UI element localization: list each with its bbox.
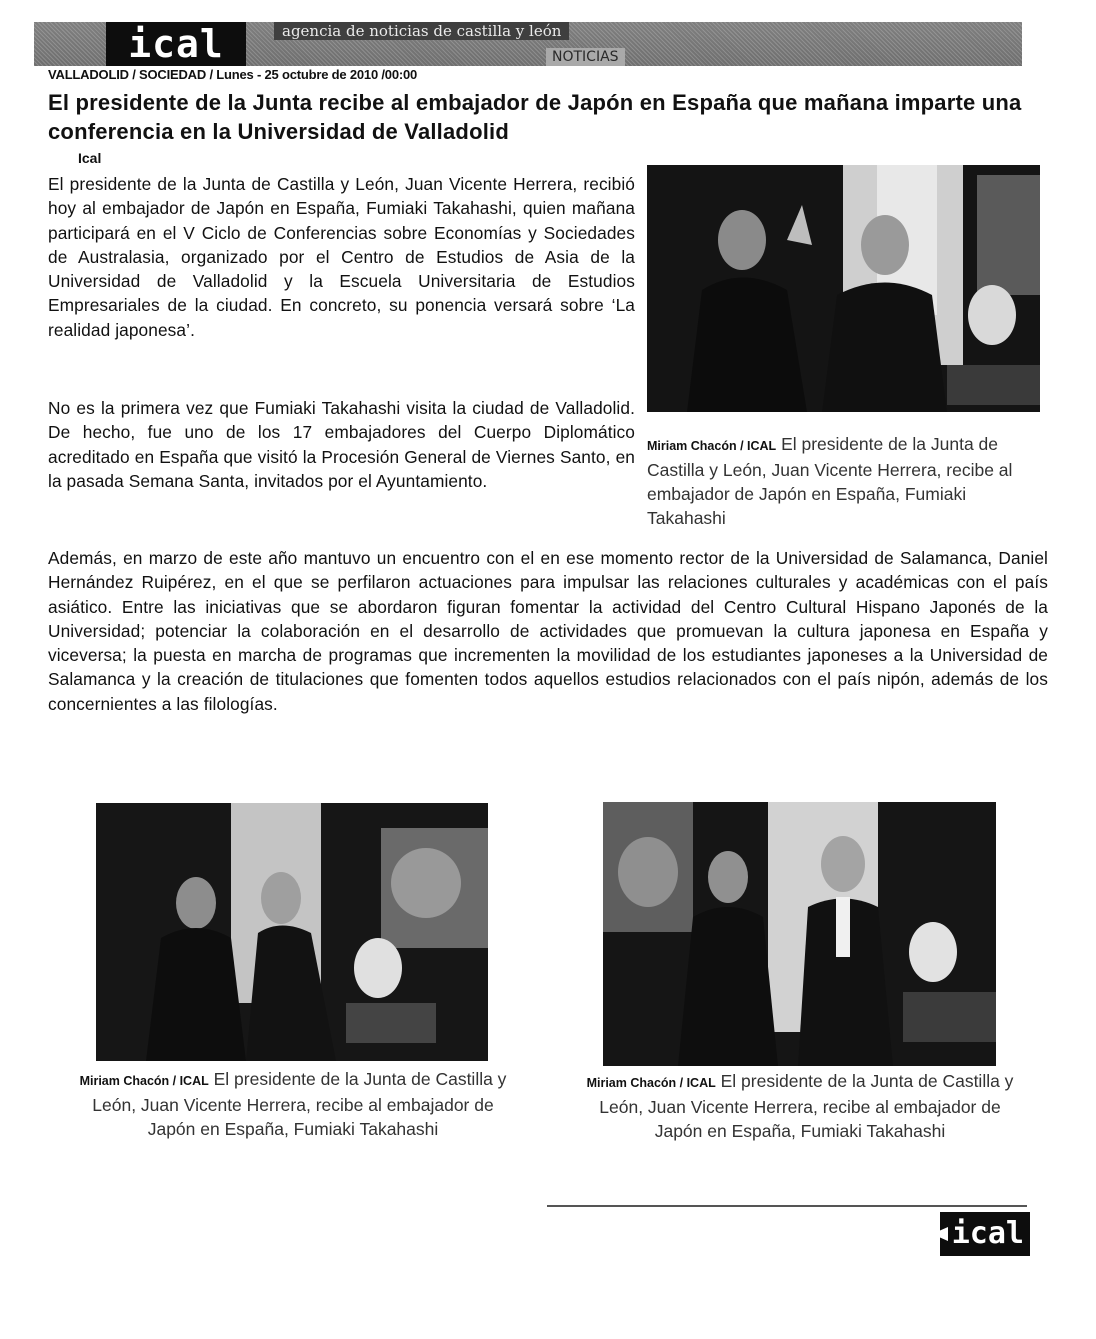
photo-main-image (647, 165, 1040, 412)
photo-bottom-left-image (96, 803, 488, 1061)
agency-tagline: agencia de noticias de castilla y león (274, 22, 569, 40)
caption-text: El presidente de la Junta de Castilla y León, Juan Vicente Herrera, recibe al embajador de Japón en España, Fumiaki Takahashi (647, 434, 1013, 528)
caption-text: El presidente de la Junta de Castilla y León, Juan Vicente Herrera, recibe al embajador de Japón en España, Fumiaki Takahashi (599, 1071, 1014, 1141)
photo-bottom-left-caption (68, 1067, 518, 1141)
photo-credit: Miriam Chacón / ICAL (586, 1076, 716, 1090)
photo-credit: Miriam Chacón / ICAL (647, 439, 777, 453)
arrow-left-icon (932, 1227, 948, 1241)
photo-main-caption (647, 432, 1047, 530)
headline: El presidente de la Junta recibe al embajador de Japón en España que mañana imparte una conferencia en la Universidad de Valladolid (48, 90, 1022, 144)
footer-rule (547, 1205, 1027, 1207)
photo-bottom-right (603, 802, 996, 1066)
paragraph-1: El presidente de la Junta de Castilla y León, Juan Vicente Herrera, recibió hoy al embajador de Japón en España, Fumiaki Takahashi, quien mañana participará en el V Ciclo de Conferencias sobre Economías y Sociedades de Australasia, organizado por el Centro de Estudios de Asia de la Universidad de Valladolid y la Escuela Universitaria de Estudios Empresariales de la ciudad. En concreto, su ponencia versará sobre ‘La realidad japonesa’. (48, 174, 635, 340)
footer-logo-text: ical (951, 1216, 1024, 1251)
photo-credit: Miriam Chacón / ICAL (79, 1074, 209, 1088)
dateline: VALLADOLID / SOCIEDAD / Lunes - 25 octubre de 2010 /00:00 (48, 67, 418, 82)
header-banner (34, 22, 1022, 66)
section-label: NOTICIAS (546, 48, 625, 66)
caption-text: El presidente de la Junta de Castilla y León, Juan Vicente Herrera, recibe al embajador de Japón en España, Fumiaki Takahashi (92, 1069, 507, 1139)
photo-main (647, 165, 1040, 412)
paragraph-3: Además, en marzo de este año mantuvo un encuentro con el en ese momento rector de la Universidad de Salamanca, Daniel Hernández Ruipérez, en el que se perfilaron actuaciones para impulsar las relaciones culturales y académicas con el país asiático. Entre las iniciativas que se abordaron figuran fomentar la actividad del Centro Cultural Hispano Japonés de la Universidad; potenciar la colaboración en el desarrollo de actividades que promuevan la cultura japonesa en España y viceversa; la puesta en marcha de programas que incrementen la movilidad de los estudiantes japoneses a la Universidad de Salamanca y la creación de titulaciones que fomenten todos aquellos estudios relacionados con el país nipón, además de los concernientes a las filologías. (48, 548, 1048, 714)
footer-logo (940, 1212, 1030, 1256)
paragraph-2: No es la primera vez que Fumiaki Takahashi visita la ciudad de Valladolid. De hecho, fue uno de los 17 embajadores del Cuerpo Diplomático acreditado en España que visitó la Procesión General de Viernes Santo, en la pasada Semana Santa, invitados por el Ayuntamiento. (48, 398, 635, 491)
photo-bottom-left (96, 803, 488, 1061)
photo-bottom-right-caption (578, 1069, 1022, 1143)
ical-logo (106, 22, 246, 66)
photo-bottom-right-image (603, 802, 996, 1066)
byline: Ical (78, 150, 102, 166)
logo-text: ical (128, 22, 224, 66)
